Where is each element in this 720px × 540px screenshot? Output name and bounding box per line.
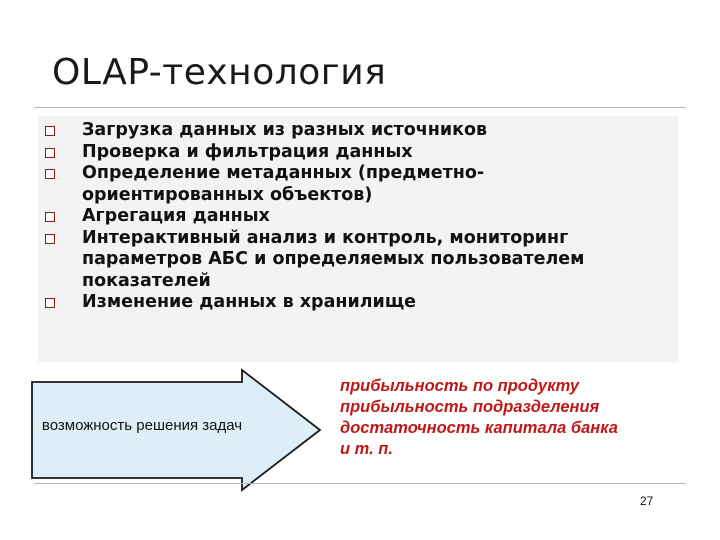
example-item: прибыльность по продукту bbox=[340, 377, 580, 395]
top-divider bbox=[34, 107, 686, 108]
bullet-item bbox=[42, 120, 682, 142]
square-bullet-icon bbox=[45, 298, 55, 308]
example-item: достаточность капитала банка bbox=[340, 419, 618, 437]
square-bullet-icon bbox=[45, 212, 55, 222]
bullet-text: Определение метаданных (предметно- ориентированных объектов) bbox=[82, 163, 485, 205]
bullet-item bbox=[42, 206, 682, 228]
square-bullet-icon bbox=[45, 126, 55, 136]
bullet-list bbox=[42, 120, 682, 314]
bullet-text: Проверка и фильтрация данных bbox=[82, 141, 413, 162]
bullet-text: Агрегация данных bbox=[82, 206, 270, 226]
square-bullet-icon bbox=[45, 148, 55, 158]
example-list bbox=[340, 376, 618, 460]
bullet-item bbox=[42, 142, 682, 164]
square-bullet-icon bbox=[45, 169, 55, 179]
bottom-divider bbox=[34, 483, 686, 484]
example-item: и т. п. bbox=[340, 440, 393, 458]
square-bullet-icon bbox=[45, 234, 55, 244]
bullet-text: Загрузка данных из разных источников bbox=[82, 120, 488, 140]
bullet-item bbox=[42, 163, 522, 206]
page-number: 27 bbox=[640, 494, 654, 508]
example-item: прибыльность подразделения bbox=[340, 398, 600, 416]
bullet-item bbox=[42, 228, 682, 293]
bullet-text: Изменение данных в хранилище bbox=[82, 292, 417, 312]
bullet-text: Интерактивный анализ и контроль, мониторинг параметров АБС и определяемых пользователем показателей bbox=[82, 227, 585, 291]
bullet-item bbox=[42, 292, 682, 314]
slide-title: OLAP-технология bbox=[52, 52, 387, 93]
arrow-label: возможность решения задач bbox=[41, 417, 243, 434]
